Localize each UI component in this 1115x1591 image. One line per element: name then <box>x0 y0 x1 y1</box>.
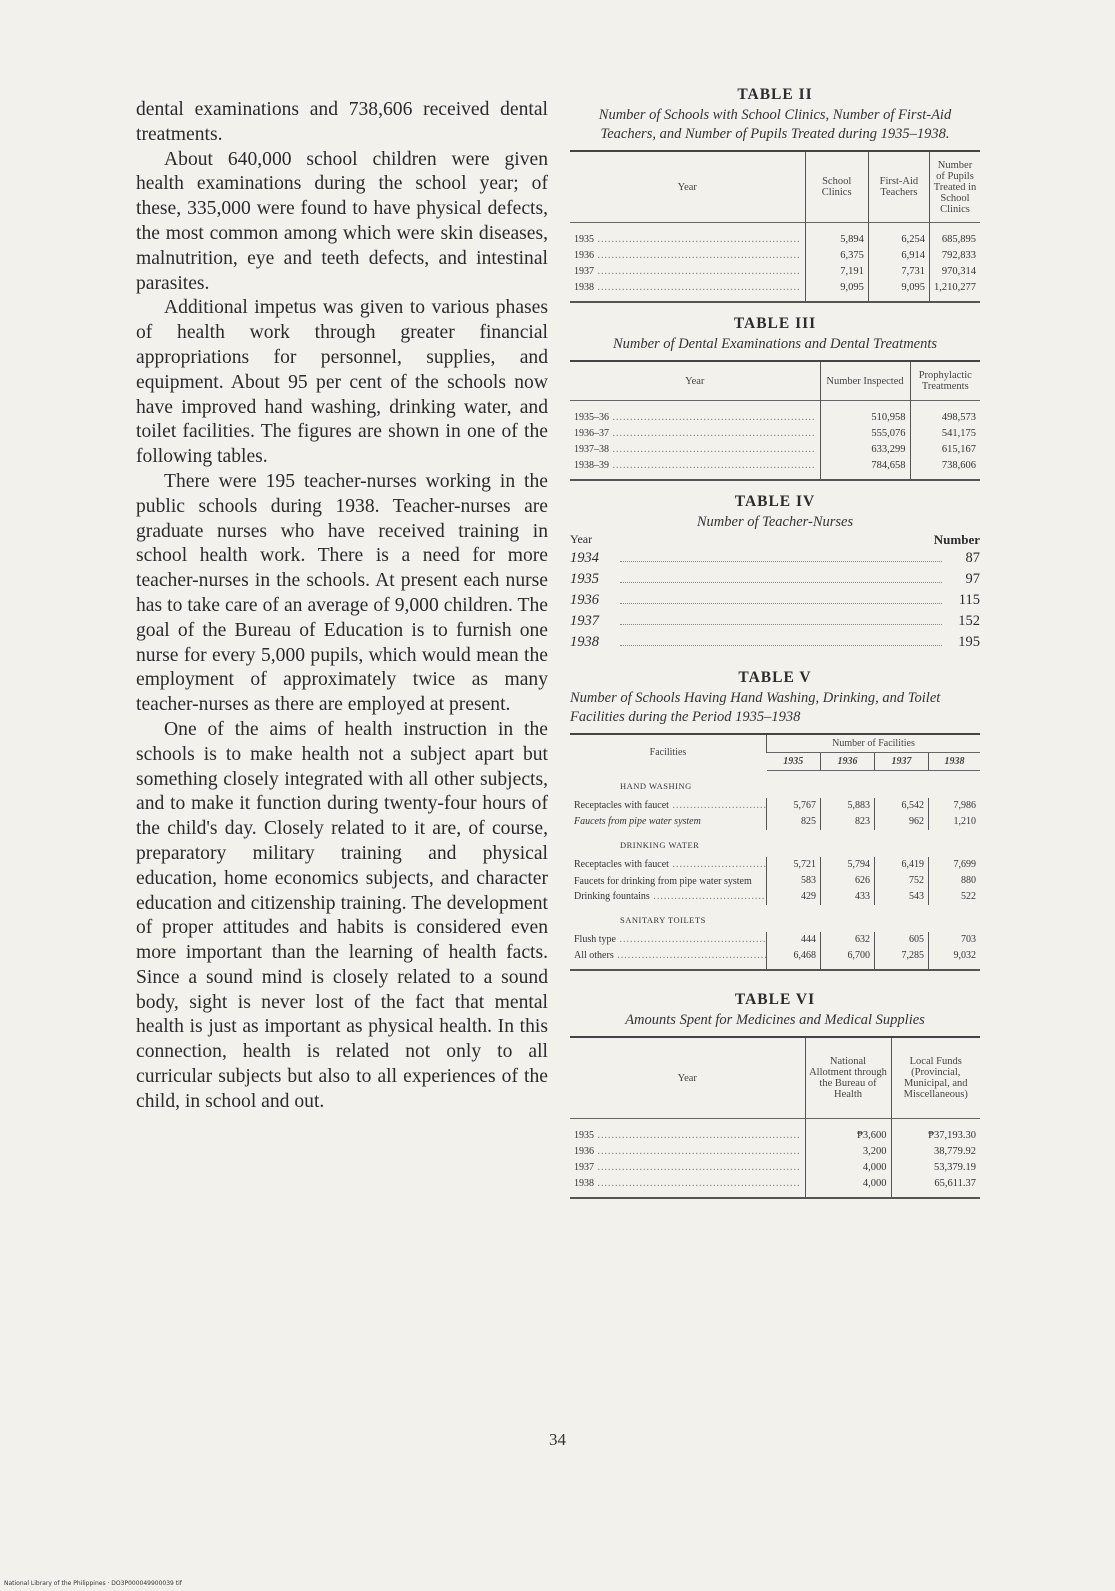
list-item <box>570 550 980 571</box>
row-label: 1936–37 ..... <box>570 426 820 442</box>
leader-dots <box>620 561 942 562</box>
table-row <box>570 814 980 830</box>
paragraph: dental examinations and 738,606 received dental treatments. <box>136 99 548 145</box>
table-caption: Number of Schools Having Hand Washing, Drinking, and Toilet Facilities during the Period 1935–1938 <box>570 690 941 725</box>
column-header: Year <box>677 1072 697 1084</box>
table-6 <box>570 991 980 1199</box>
cell: 962 <box>875 814 929 830</box>
cell: 522 <box>929 889 981 905</box>
row-label: Receptacles with faucet ..... <box>570 857 767 873</box>
section-header: SANITARY TOILETS <box>620 915 706 925</box>
cell: 626 <box>821 873 875 889</box>
table-row <box>570 948 980 970</box>
table-row <box>570 1144 980 1160</box>
table-row <box>570 248 980 264</box>
table-title: TABLE III <box>733 315 817 332</box>
cell: 4,000 <box>805 1176 891 1198</box>
scan-footer: National Library of the Philippines · DO3P000049900039 tif <box>4 1580 182 1587</box>
year-header: 1936 <box>821 753 875 771</box>
row-label: 1937 <box>570 613 599 629</box>
cell: 6,419 <box>875 857 929 873</box>
table-row <box>570 889 980 905</box>
table-4 <box>570 493 980 655</box>
cell: 6,542 <box>875 798 929 814</box>
table-row <box>570 223 980 249</box>
cell: 7,191 <box>805 264 868 280</box>
cell: 880 <box>929 873 981 889</box>
year-header: 1935 <box>767 753 821 771</box>
cell: 6,468 <box>767 948 821 970</box>
cell: ₱37,193.30 <box>891 1119 980 1145</box>
table-3-grid <box>570 360 980 481</box>
table-2-grid <box>570 150 980 303</box>
column-header: National Allotment through the Bureau of Health <box>805 1037 891 1119</box>
list-item <box>570 613 980 634</box>
cell: 784,658 <box>820 458 910 480</box>
row-label: 1938 ..... <box>570 280 805 302</box>
row-label: Receptacles with faucet ..... <box>570 798 767 814</box>
column-header: Year <box>570 532 593 546</box>
leader-dots <box>620 582 942 583</box>
table-title: TABLE II <box>737 86 813 103</box>
cell: 195 <box>958 634 980 650</box>
column-header: First-Aid Teachers <box>868 151 929 223</box>
cell: 5,767 <box>767 798 821 814</box>
cell: 5,794 <box>821 857 875 873</box>
cell: 1,210 <box>929 814 981 830</box>
row-label: 1938 <box>570 634 599 650</box>
cell: 152 <box>958 613 980 629</box>
cell: 633,299 <box>820 442 910 458</box>
table-row <box>570 798 980 814</box>
row-label: 1937–38 ..... <box>570 442 820 458</box>
cell: 792,833 <box>930 248 981 264</box>
column-header: Year <box>685 375 705 387</box>
row-label: 1936 ..... <box>570 248 805 264</box>
body-text-column <box>136 98 548 1115</box>
page-number: 34 <box>549 1430 566 1449</box>
row-label: 1937 ..... <box>570 1160 805 1176</box>
table-row <box>570 280 980 302</box>
row-label: Drinking fountains ..... <box>570 889 767 905</box>
table-5-grid <box>570 733 980 971</box>
column-header: Number of Pupils Treated in School Clinics <box>930 151 981 223</box>
column-group-header: Number of Facilities <box>767 734 981 753</box>
table-row <box>570 932 980 948</box>
table-row <box>570 857 980 873</box>
table-caption: Number of Teacher-Nurses <box>696 514 854 530</box>
cell: 115 <box>958 592 980 608</box>
year-header: 1937 <box>875 753 929 771</box>
cell: 615,167 <box>910 442 980 458</box>
row-label: 1936 ..... <box>570 1144 805 1160</box>
row-label: 1935 <box>570 571 599 587</box>
table-row <box>570 1119 980 1145</box>
cell: 970,314 <box>930 264 981 280</box>
column-header: Number <box>933 532 980 547</box>
cell: 9,032 <box>929 948 981 970</box>
list-header <box>570 532 980 548</box>
cell: 632 <box>821 932 875 948</box>
row-label: 1936 <box>570 592 599 608</box>
column-header: Local Funds (Provincial, Municipal, and Miscellaneous) <box>891 1037 980 1119</box>
section-header: HAND WASHING <box>620 781 692 791</box>
cell: 6,914 <box>868 248 929 264</box>
cell: 7,986 <box>929 798 981 814</box>
row-label: 1934 <box>570 550 599 566</box>
cell: 7,731 <box>868 264 929 280</box>
row-label: 1935 ..... <box>570 223 805 249</box>
table-row <box>570 426 980 442</box>
cell: 53,379.19 <box>891 1160 980 1176</box>
table-title: TABLE IV <box>734 493 816 510</box>
column-header: Facilities <box>570 734 767 771</box>
row-label: 1937 ..... <box>570 264 805 280</box>
list-item <box>570 592 980 613</box>
cell: 6,375 <box>805 248 868 264</box>
cell: 87 <box>965 550 980 566</box>
table-row <box>570 401 980 427</box>
cell: 97 <box>965 571 980 587</box>
cell: 6,254 <box>868 223 929 249</box>
cell: 7,285 <box>875 948 929 970</box>
leader-dots <box>620 624 942 625</box>
cell: 5,721 <box>767 857 821 873</box>
table-row <box>570 442 980 458</box>
table-3 <box>570 315 980 481</box>
row-label: 1935 ..... <box>570 1119 805 1145</box>
cell: 510,958 <box>820 401 910 427</box>
cell: 9,095 <box>868 280 929 302</box>
teacher-nurses-list <box>570 532 980 655</box>
row-label: 1938–39 ..... <box>570 458 820 480</box>
cell: 3,200 <box>805 1144 891 1160</box>
column-header: Prophylactic Treatments <box>910 361 980 401</box>
table-6-grid <box>570 1036 980 1199</box>
paragraph: There were 195 teacher-nurses working in the public schools during 1938. Teacher-nurses are graduate nurses who have received training in school health work. There is a need for more teacher-nurses in the schools. At present each nurse has to take care of an average of 9,000 children. The goal of the Bureau of Education is to furnish one nurse for every 5,000 pupils, which would mean the employment of approximately twice as many teacher-nurses as there are employed at present. <box>136 470 548 716</box>
table-title: TABLE V <box>738 669 812 686</box>
table-row <box>570 873 980 889</box>
cell: 5,894 <box>805 223 868 249</box>
list-item <box>570 571 980 592</box>
cell: 7,699 <box>929 857 981 873</box>
row-label: 1938 ..... <box>570 1176 805 1198</box>
table-title: TABLE VI <box>734 991 816 1008</box>
row-label: All others ..... <box>570 948 767 970</box>
cell: 65,611.37 <box>891 1176 980 1198</box>
cell: 429 <box>767 889 821 905</box>
year-header: 1938 <box>929 753 981 771</box>
cell: 498,573 <box>910 401 980 427</box>
row-label: Flush type ..... <box>570 932 767 948</box>
cell: 433 <box>821 889 875 905</box>
row-label: 1935–36 ..... <box>570 401 820 427</box>
cell: 543 <box>875 889 929 905</box>
table-caption: Number of Schools with School Clinics, Number of First-Aid Teachers, and Number of Pupils Treated during 1935–1938. <box>598 107 952 142</box>
cell: 4,000 <box>805 1160 891 1176</box>
cell: 38,779.92 <box>891 1144 980 1160</box>
column-header: Number Inspected <box>820 361 910 401</box>
cell: 1,210,277 <box>930 280 981 302</box>
cell: 823 <box>821 814 875 830</box>
cell: 444 <box>767 932 821 948</box>
table-5 <box>570 669 980 971</box>
column-header: Year <box>677 181 697 193</box>
table-2 <box>570 86 980 303</box>
table-row <box>570 458 980 480</box>
paragraph: One of the aims of health instruction in the schools is to make health not a subject apart but something closely integrated with all other subjects, and to make it function during twenty-four hours of the child's day. Closely related to it are, of course, preparatory military training and physical education, home economics subjects, and character education and citizenship training. The development of proper attitudes and habits is considered even more important than the learning of health facts. Since a sound mind is closely related to a sound body, sight is never lost of the fact that mental health is just as important as physical health. In this connection, health is related not only to all curricular subjects but also to all experiences of the child, in school and out. <box>136 718 548 1112</box>
cell: 703 <box>929 932 981 948</box>
cell: 825 <box>767 814 821 830</box>
paragraph: About 640,000 school children were given health examinations during the school year; of these, 335,000 were found to have physical defects, the most common among which were skin diseases, malnutrition, eye and teeth defects, and intestinal parasites. <box>136 148 548 294</box>
table-row <box>570 264 980 280</box>
leader-dots <box>620 645 942 646</box>
table-row <box>570 1160 980 1176</box>
cell: 752 <box>875 873 929 889</box>
cell: 9,095 <box>805 280 868 302</box>
cell: 738,606 <box>910 458 980 480</box>
table-row <box>570 1176 980 1198</box>
table-caption: Amounts Spent for Medicines and Medical Supplies <box>625 1012 925 1028</box>
leader-dots <box>620 603 942 604</box>
cell: ₱3,600 <box>805 1119 891 1145</box>
tables-column <box>570 86 980 1199</box>
row-label: Faucets for drinking from pipe water system <box>574 875 752 887</box>
cell: 5,883 <box>821 798 875 814</box>
cell: 583 <box>767 873 821 889</box>
column-header: School Clinics <box>805 151 868 223</box>
section-header: DRINKING WATER <box>620 840 700 850</box>
cell: 541,175 <box>910 426 980 442</box>
list-item <box>570 634 980 655</box>
table-caption: Number of Dental Examinations and Dental Treatments <box>612 336 938 352</box>
cell: 555,076 <box>820 426 910 442</box>
paragraph: Additional impetus was given to various phases of health work through greater financial appropriations for personnel, supplies, and equipment. About 95 per cent of the schools now have improved hand washing, drinking water, and toilet facilities. The figures are shown in one of the following tables. <box>136 297 548 468</box>
cell: 685,895 <box>930 223 981 249</box>
cell: 6,700 <box>821 948 875 970</box>
cell: 605 <box>875 932 929 948</box>
row-label: Faucets from pipe water system <box>574 816 701 827</box>
